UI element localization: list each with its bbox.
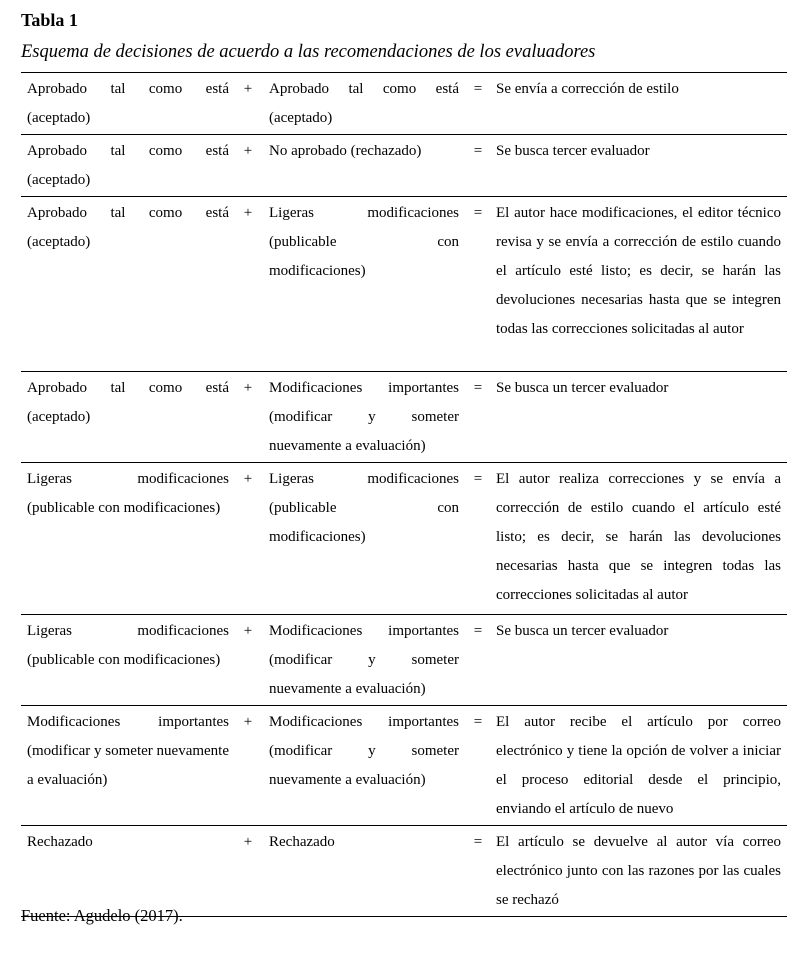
first-evaluation-cell: Aprobado tal como está (aceptado) <box>27 143 229 188</box>
second-evaluation-cell: Aprobado tal como está (aceptado) <box>269 81 459 126</box>
decision-cell: El autor realiza correcciones y se envía a corrección de estilo cuando el artículo esté listo; es decir, se harán las devoluciones necesarias hasta que se integren todas las correcciones solicitadas al autor <box>496 471 781 603</box>
first-evaluation-cell: Rechazado <box>27 834 93 850</box>
equals-operator: = <box>473 380 483 396</box>
table-row <box>21 706 787 826</box>
decision-cell: El autor recibe el artículo por correo electrónico y tiene la opción de volver a iniciar el proceso editorial desde el principio, enviando el artículo de nuevo <box>496 714 781 817</box>
decision-cell: Se envía a corrección de estilo <box>496 81 679 97</box>
equals-operator: = <box>473 143 483 159</box>
first-evaluation-cell: Aprobado tal como está (aceptado) <box>27 81 229 126</box>
second-evaluation-cell: No aprobado (rechazado) <box>269 143 422 159</box>
plus-operator: + <box>243 623 253 639</box>
table-row <box>21 463 787 615</box>
equals-operator: = <box>473 471 483 487</box>
second-evaluation-cell: Modificaciones importantes (modificar y someter nuevamente a evaluación) <box>269 623 459 697</box>
table-row <box>21 73 787 135</box>
second-evaluation-cell: Modificaciones importantes (modificar y someter nuevamente a evaluación) <box>269 714 459 788</box>
second-evaluation-cell: Modificaciones importantes (modificar y someter nuevamente a evaluación) <box>269 380 459 454</box>
plus-operator: + <box>243 714 253 730</box>
plus-operator: + <box>243 834 253 850</box>
equals-operator: = <box>473 205 483 221</box>
first-evaluation-cell: Aprobado tal como está (aceptado) <box>27 205 229 250</box>
plus-operator: + <box>243 471 253 487</box>
plus-operator: + <box>243 143 253 159</box>
first-evaluation-cell: Ligeras modificaciones (publicable con modificaciones) <box>27 623 229 668</box>
equals-operator: = <box>473 834 483 850</box>
table-row <box>21 615 787 706</box>
plus-operator: + <box>243 380 253 396</box>
decision-cell: Se busca tercer evaluador <box>496 143 650 159</box>
equals-operator: = <box>473 714 483 730</box>
first-evaluation-cell: Ligeras modificaciones (publicable con modificaciones) <box>27 471 229 516</box>
table-row <box>21 372 787 463</box>
table-row <box>21 826 787 917</box>
decision-cell: El autor hace modificaciones, el editor técnico revisa y se envía a corrección de estilo cuando el artículo esté listo; es decir, se harán las devoluciones necesarias hasta que se integren todas las correcciones solicitadas al autor <box>496 205 781 337</box>
table-source: Fuente: Agudelo (2017). <box>21 906 183 925</box>
equals-operator: = <box>473 81 483 97</box>
second-evaluation-cell: Rechazado <box>269 834 335 850</box>
equals-operator: = <box>473 623 483 639</box>
table-subtitle: Esquema de decisiones de acuerdo a las recomendaciones de los evaluadores <box>21 42 596 62</box>
table-row <box>21 135 787 197</box>
second-evaluation-cell: Ligeras modificaciones (publicable con modificaciones) <box>269 205 459 279</box>
table-row <box>21 197 787 372</box>
plus-operator: + <box>243 205 253 221</box>
plus-operator: + <box>243 81 253 97</box>
decision-table <box>21 72 787 917</box>
second-evaluation-cell: Ligeras modificaciones (publicable con modificaciones) <box>269 471 459 545</box>
decision-cell: Se busca un tercer evaluador <box>496 380 669 396</box>
first-evaluation-cell: Aprobado tal como está (aceptado) <box>27 380 229 425</box>
decision-cell: Se busca un tercer evaluador <box>496 623 669 639</box>
decision-cell: El artículo se devuelve al autor vía correo electrónico junto con las razones por las cuales se rechazó <box>496 834 781 908</box>
first-evaluation-cell: Modificaciones importantes (modificar y someter nuevamente a evaluación) <box>27 714 230 788</box>
table-title: Tabla 1 <box>21 10 78 30</box>
